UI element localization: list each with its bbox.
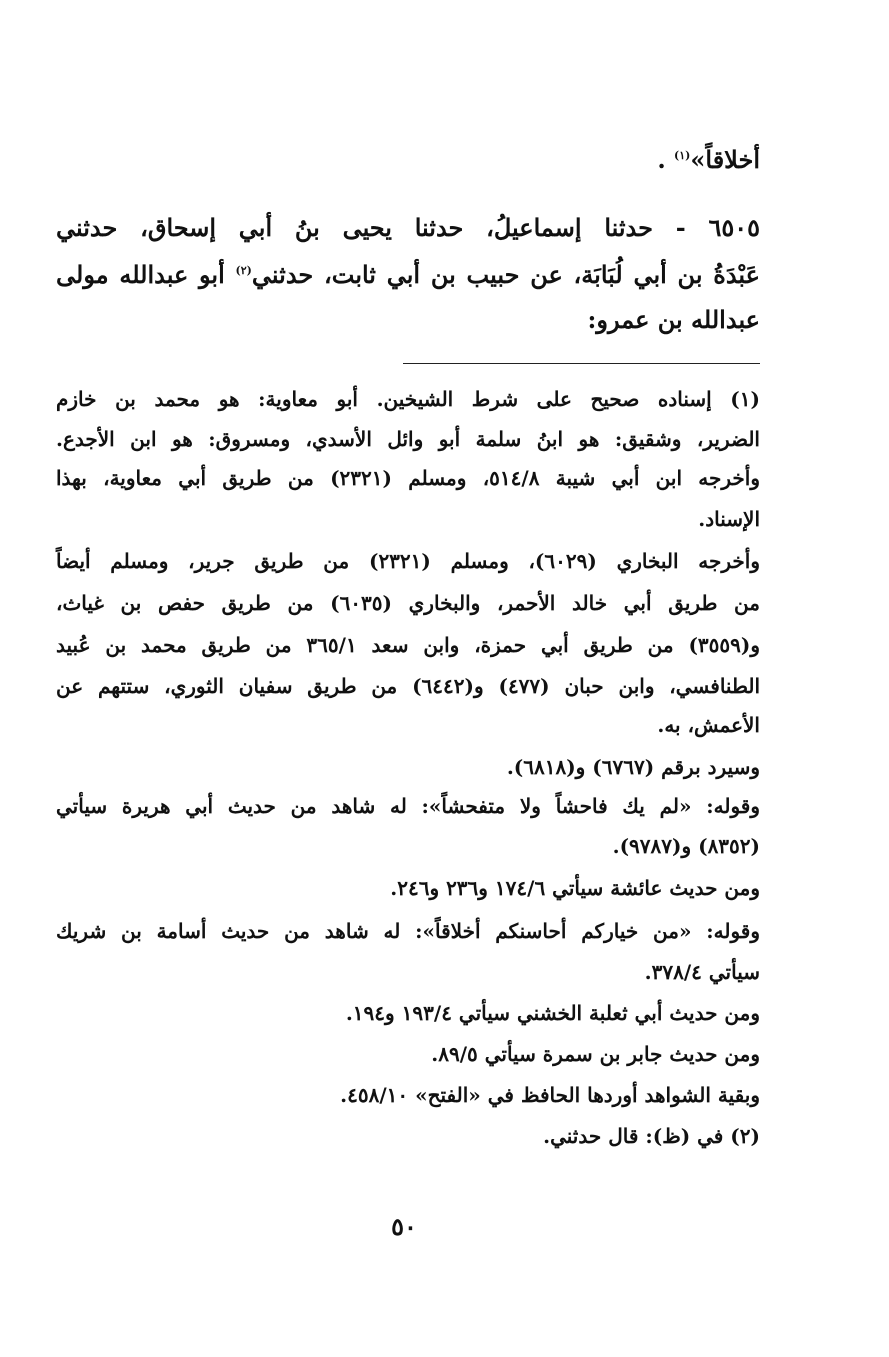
footnote-line: سيأتي ٣٧٨/٤. (644, 960, 760, 984)
hadith-line-2 (56, 260, 760, 289)
page-number: ٥٠ (391, 1212, 417, 1241)
heading-text: أخلاقاً» (690, 145, 760, 174)
footnote-ref-1: (١) (674, 149, 691, 162)
footnote-line: (٨٣٥٢) و(٩٧٨٧). (612, 834, 760, 858)
footnote-line: من طريق أبي خالد الأحمر، والبخاري (٦٠٣٥) من طريق حفص بن غياث، (56, 591, 760, 615)
footnote-line: الضرير، وشقيق: هو ابنُ سلمة أبو وائل الأسدي، ومسروق: هو ابن الأجدع. (56, 427, 760, 451)
heading-line (657, 145, 760, 174)
footnote-line: ومن حديث أبي ثعلبة الخشني سيأتي ١٩٣/٤ و١٩٤. (345, 1001, 760, 1025)
footnote-line: وأخرجه البخاري (٦٠٢٩)، ومسلم (٢٣٢١) من طريق جرير، ومسلم أيضاً (56, 549, 761, 573)
footnote-line: الإسناد. (698, 507, 760, 531)
hadith-line-3: عبدالله بن عمرو: (587, 305, 760, 334)
heading-end: . (657, 145, 666, 174)
footnote-line: (١) إسناده صحيح على شرط الشيخين. أبو معاوية: هو محمد بن خازم (56, 387, 760, 411)
footnote-line: الطنافسي، وابن حبان (٤٧٧) و(٦٤٤٢) من طريق سفيان الثوري، ستتهم عن (56, 674, 761, 698)
footnote-line: ومن حديث جابر بن سمرة سيأتي ٨٩/٥. (431, 1042, 760, 1066)
footnote-line: وأخرجه ابن أبي شيبة ٥١٤/٨، ومسلم (٢٣٢١) من طريق أبي معاوية، بهذا (56, 466, 761, 490)
footnote-ref-2: (٢) (235, 264, 252, 277)
footnote-line: و(٣٥٥٩) من طريق أبي حمزة، وابن سعد ٣٦٥/١ من طريق محمد بن عُبيد (56, 633, 761, 657)
footnote-line: وبقية الشواهد أوردها الحافظ في «الفتح» ٤٥٨/١٠. (340, 1083, 760, 1107)
footnote-line: وقوله: «من خياركم أحاسنكم أخلاقاً»: له شاهد من حديث أسامة بن شريك (56, 919, 760, 943)
hadith-line-2-b: أبو عبدالله مولى (56, 260, 236, 289)
footnote-line: وقوله: «لم يك فاحشاً ولا متفحشاً»: له شاهد من حديث أبي هريرة سيأتي (56, 794, 760, 818)
footnote-separator (403, 363, 760, 364)
footnote-line: الأعمش، به. (657, 713, 760, 737)
hadith-line-2-a: عَبْدَةُ بن أبي لُبَابَة، عن حبيب بن أبي ثابت، حدثني (251, 260, 760, 289)
hadith-line-1: ٦٥٠٥ - حدثنا إسماعيلُ، حدثنا يحيى بنُ أبي إسحاق، حدثني (56, 213, 760, 242)
footnote-line: وسيرد برقم (٦٧٦٧) و(٦٨١٨). (506, 755, 760, 779)
footnote-line: (٢) في (ظ): قال حدثني. (543, 1124, 760, 1148)
footnote-line: ومن حديث عائشة سيأتي ١٧٤/٦ و٢٣٦ و٢٤٦. (390, 876, 760, 900)
